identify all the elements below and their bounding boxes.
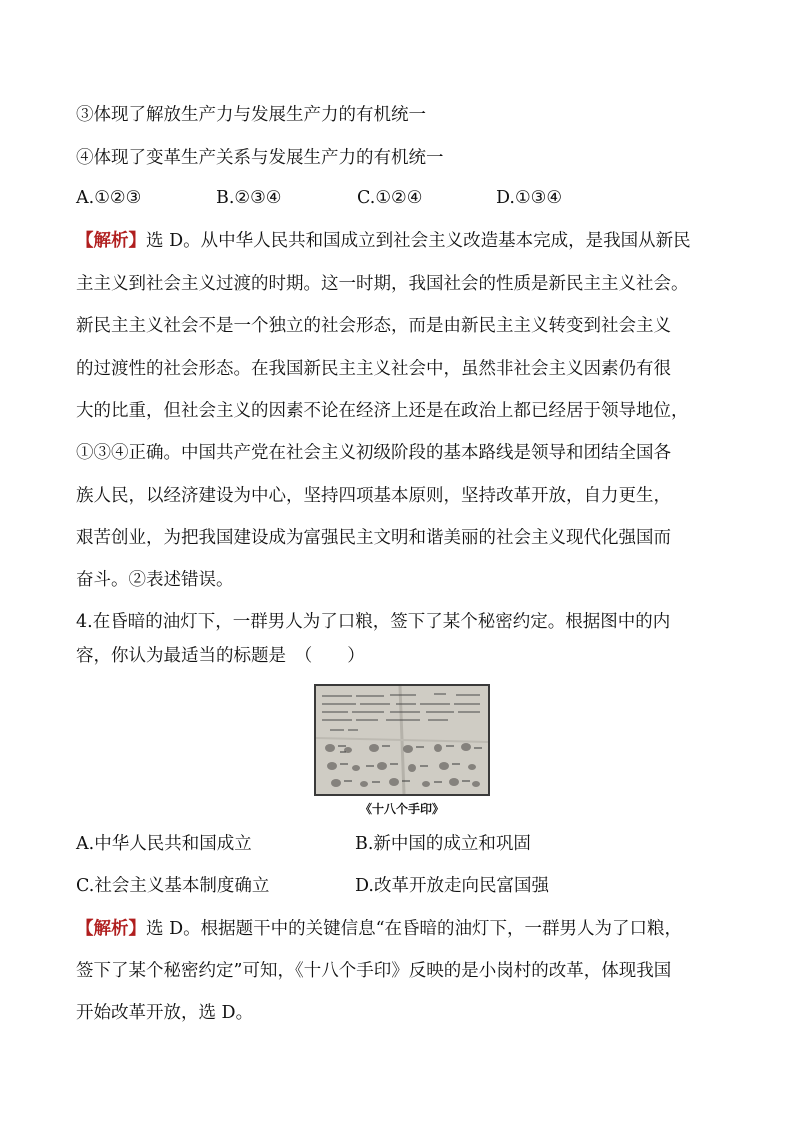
handprint-document-photo xyxy=(314,684,490,796)
analysis-line: 主主义到社会主义过渡的时期。这一时期，我国社会的性质是新民主主义社会。 xyxy=(76,274,689,294)
analysis-text: 选 D。根据题干中的关键信息“在昏暗的油灯下，一群男人为了口粮， xyxy=(146,919,683,939)
analysis-line: 签下了某个秘密约定”可知，《十八个手印》反映的是小岗村的改革，体现我国 xyxy=(76,961,672,981)
q4-option-c: C.社会主义基本制度确立 xyxy=(76,876,270,896)
analysis-line: 族人民，以经济建设为中心，坚持四项基本原则，坚持改革开放，自力更生， xyxy=(76,486,671,506)
q3-option-a: A.①②③ xyxy=(76,188,142,208)
analysis-line: 新民主主义社会不是一个独立的社会形态，而是由新民主主义转变到社会主义 xyxy=(76,316,671,336)
handprint-document-image xyxy=(316,686,488,794)
analysis-tag: 【解析】 xyxy=(76,231,146,251)
analysis-line xyxy=(76,917,682,941)
analysis-line xyxy=(76,229,691,253)
q4-option-a: A.中华人民共和国成立 xyxy=(76,834,252,854)
photo-caption: 《十八个手印》 xyxy=(359,802,444,816)
q4-option-d: D.改革开放走向民富国强 xyxy=(355,876,549,896)
analysis-line: 奋斗。②表述错误。 xyxy=(76,570,234,590)
analysis-line: ①③④正确。中国共产党在社会主义初级阶段的基本路线是领导和团结全国各 xyxy=(76,443,671,463)
analysis-line: 艰苦创业，为把我国建设成为富强民主文明和谐美丽的社会主义现代化强国而 xyxy=(76,528,671,548)
q4-option-b: B.新中国的成立和巩固 xyxy=(355,834,531,854)
q4-stem-line: 4.在昏暗的油灯下，一群男人为了口粮，签下了某个秘密约定。根据图中的内 xyxy=(76,612,671,632)
analysis-line: 的过渡性的社会形态。在我国新民主主义社会中，虽然非社会主义因素仍有很 xyxy=(76,359,671,379)
q3-option-b: B.②③④ xyxy=(216,188,282,208)
analysis-line: 开始改革开放，选 D。 xyxy=(76,1003,254,1023)
q3-option-d: D.①③④ xyxy=(496,188,563,208)
statement-3: ③体现了解放生产力与发展生产力的有机统一 xyxy=(76,105,426,125)
q3-option-c: C.①②④ xyxy=(357,188,423,208)
q4-stem-line: 容，你认为最适当的标题是 （ ） xyxy=(76,646,365,666)
statement-4: ④体现了变革生产关系与发展生产力的有机统一 xyxy=(76,148,444,168)
analysis-text: 选 D。从中华人民共和国成立到社会主义改造基本完成，是我国从新民 xyxy=(146,231,691,251)
analysis-line: 大的比重，但社会主义的因素不论在经济上还是在政治上都已经居于领导地位， xyxy=(76,401,689,421)
analysis-tag: 【解析】 xyxy=(76,919,146,939)
